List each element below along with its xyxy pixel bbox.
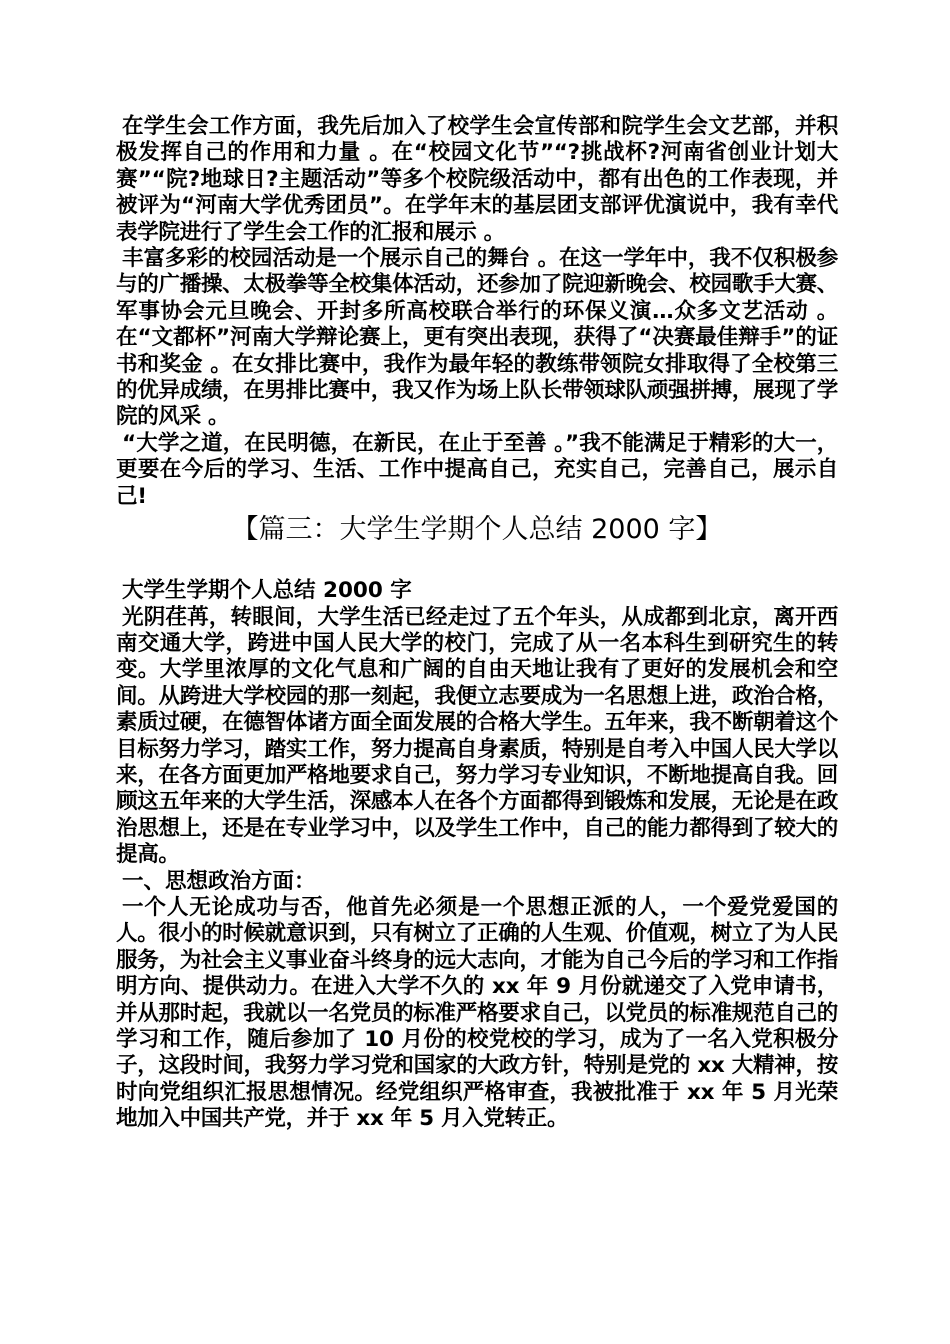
- paragraph-campus-activities: 丰富多彩的校园活动是一个展示自己的舞台 。在这一学年中，我不仅积极参与的广播操、太极拳等全校集体活动，还参加了院迎新晚会、校园歌手大赛、军事协会元旦晚会、开封多所高校联合举行的环保义演…众多文艺活动 。在“文都杯”河南大学辩论赛上，更有突出表现，获得了“决赛最佳辩手”的证书和奖金 。在女排比赛中，我作为最年轻的教练带领院女排取得了全校第三的优异成绩，在男排比赛中，我又作为场上队长带领球队顽强拼搏，展现了学院的风采 。: [116, 246, 838, 430]
- paragraph-political-thought: 一个人无论成功与否，他首先必须是一个思想正派的人，一个爱党爱国的人。很小的时候就意识到，只有树立了正确的人生观、价值观，树立了为人民服务，为社会主义事业奋斗终身的远大志向，才能为自己今后的学习和工作指明方向、提供动力。在进入大学不久的 xx 年 9 月份就递交了入党申请书，并从那时起，我就以一名党员的标准严格要求自己，以党员的标准规范自己的学习和工作，随后参加了 10 月份的校党校的学习，成为了一名入党积极分子，这段时间，我努力学习党和国家的大政方针，特别是党的 xx 大精神，按时向党组织汇报思想情况。经党组织严格审查，我被批准于 xx 年 5 月光荣地加入中国共产党，并于 xx 年 5 月入党转正。: [116, 894, 838, 1132]
- document-page: [116, 114, 838, 1133]
- paragraph-closing-quote: “大学之道，在民明德，在新民，在止于至善 。”我不能满足于精彩的大一，更要在今后的学习、生活、工作中提高自己，充实自己，完善自己，展示自己!: [116, 430, 838, 509]
- paragraph-intro: 光阴荏苒，转眼间，大学生活已经走过了五个年头，从成都到北京，离开西南交通大学，跨进中国人民大学的校门，完成了从一名本科生到研究生的转变。大学里浓厚的文化气息和广阔的自由天地让我有了更好的发展机会和空间。从跨进大学校园的那一刻起，我便立志要成为一名思想上进，政治合格，素质过硬，在德智体诸方面全面发展的合格大学生。五年来，我不断朝着这个目标努力学习，踏实工作，努力提高自身素质，特别是自考入中国人民大学以来，在各方面更加严格地要求自己，努力学习专业知识，不断地提高自我。回顾这五年来的大学生活，深感本人在各个方面都得到锻炼和发展，无论是在政治思想上，还是在专业学习中，以及学生工作中，自己的能力都得到了较大的提高。: [116, 604, 838, 868]
- article-title: 大学生学期个人总结 2000 字: [122, 578, 412, 604]
- paragraph-student-union: 在学生会工作方面，我先后加入了校学生会宣传部和院学生会文艺部，并积极发挥自己的作用和力量 。在“校园文化节”“?挑战杯?河南省创业计划大赛”“院?地球日?主题活动”等多个校院级活动中，都有出色的工作表现，并被评为“河南大学优秀团员”。在学年末的基层团支部评优演说中，我有幸代表学院进行了学生会工作的汇报和展示 。: [116, 114, 838, 245]
- section-heading: 【篇三：大学生学期个人总结 2000 字】: [231, 514, 723, 546]
- subheading-political-thought: 一、思想政治方面：: [122, 868, 316, 894]
